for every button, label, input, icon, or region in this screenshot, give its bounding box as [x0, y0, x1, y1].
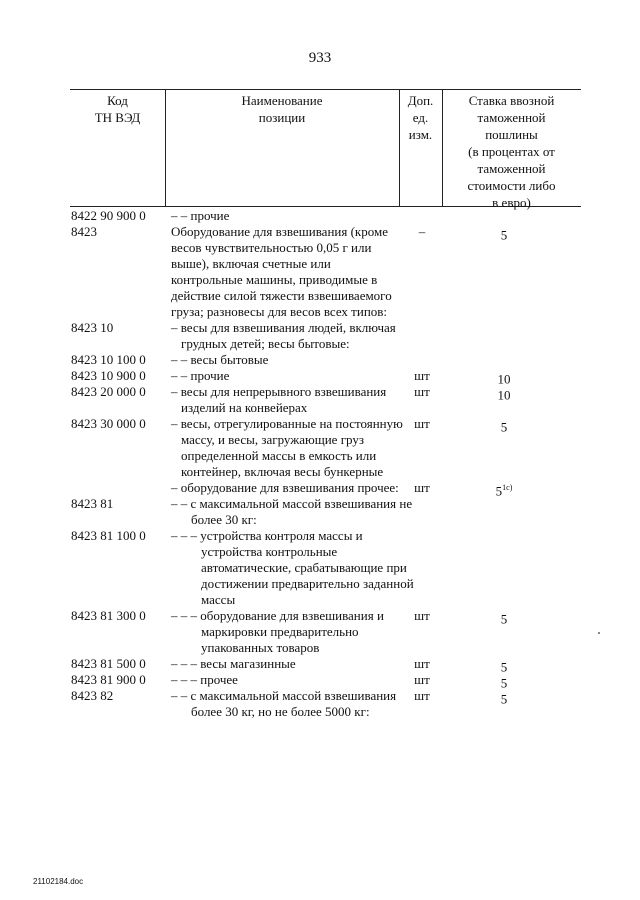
row-code: 8423 20 000 0 [71, 384, 146, 399]
table-row [0, 688, 640, 720]
row-unit: шт [414, 368, 430, 383]
row-rate-value: 5 [500, 659, 508, 675]
header-name: Наименование позиции [241, 93, 323, 125]
row-code: 8423 10 900 0 [71, 368, 146, 383]
row-name: – – – устройства контроля массы и устройства контрольные автоматические, срабатывающие при достижении предварительно заданной массы [171, 528, 414, 607]
table-row [0, 496, 640, 528]
row-code: 8423 81 500 0 [71, 656, 146, 671]
row-unit: шт [414, 656, 430, 671]
row-unit: шт [414, 688, 430, 703]
row-code: 8423 81 100 0 [71, 528, 146, 543]
row-name: – – весы бытовые [171, 352, 269, 367]
row-rate-footnote: 1с) [502, 483, 513, 492]
footer-filename: 21102184.doc [33, 877, 84, 886]
row-code: 8423 [71, 224, 97, 239]
row-code: 8423 10 100 0 [71, 352, 146, 367]
row-name: – – – весы магазинные [171, 656, 296, 671]
row-unit: шт [414, 480, 430, 495]
row-name: Оборудование для взвешивания (кроме весов чувствительностью 0,05 г или выше), включая счетные или контрольные машины, приводимые в действие силой тяжести взвешиваемого груза; разновесы для весов всех типов: [171, 224, 392, 319]
header-code: Код ТН ВЭД [94, 93, 141, 125]
row-name: – – прочие [171, 208, 230, 223]
row-rate-value: 5 [500, 227, 508, 243]
tariff-table-body [0, 208, 640, 720]
row-unit: – [418, 224, 426, 239]
row-rate-value: 5 [500, 691, 508, 707]
row-name: – – – оборудование для взвешивания и маркировки предварительно упакованных товаров [171, 608, 384, 655]
row-name: – – – прочее [171, 672, 238, 687]
row-name: – весы для непрерывного взвешивания изделий на конвейерах [171, 384, 387, 415]
row-unit: шт [414, 672, 430, 687]
row-rate-value: 5 [500, 419, 508, 435]
row-rate-value: 5 [500, 675, 508, 691]
row-name: – – с максимальной массой взвешивания не более 30 кг: [171, 496, 413, 527]
row-code: 8422 90 900 0 [71, 208, 146, 223]
row-name: – оборудование для взвешивания прочее: [171, 480, 399, 495]
row-unit: шт [414, 416, 430, 431]
scan-speck [598, 632, 600, 634]
row-rate-value: 5 [500, 611, 508, 627]
table-row [0, 480, 640, 499]
page-number: 933 [308, 50, 332, 66]
row-name: – весы для взвешивания людей, включая грудных детей; весы бытовые: [171, 320, 396, 351]
row-code: 8423 82 [71, 688, 114, 703]
header-rate: Ставка ввозной таможенной пошлины (в процентах от таможенной стоимости либо в евро) [467, 93, 556, 210]
row-code: 8423 81 300 0 [71, 608, 146, 623]
row-rate-value: 5 [495, 483, 503, 499]
row-rate-value: 10 [497, 371, 511, 387]
row-rate-value: 10 [497, 387, 511, 403]
row-code: 8423 30 000 0 [71, 416, 146, 431]
table-row [0, 224, 640, 320]
row-name: – – с максимальной массой взвешивания более 30 кг, но не более 5000 кг: [171, 688, 397, 719]
row-name: – весы, отрегулированные на постоянную массу, и весы, загружающие груз определенной массы в емкость или контейнер, включая весы бункерные [171, 416, 403, 479]
row-code: 8423 81 900 0 [71, 672, 146, 687]
header-unit: Доп. ед. изм. [407, 93, 434, 142]
row-unit: шт [414, 384, 430, 399]
row-code: 8423 10 [71, 320, 114, 335]
table-row [0, 320, 640, 352]
row-unit: шт [414, 608, 430, 623]
row-code: 8423 81 [71, 496, 114, 511]
row-name: – – прочие [171, 368, 230, 383]
table-top-rule [70, 89, 581, 90]
